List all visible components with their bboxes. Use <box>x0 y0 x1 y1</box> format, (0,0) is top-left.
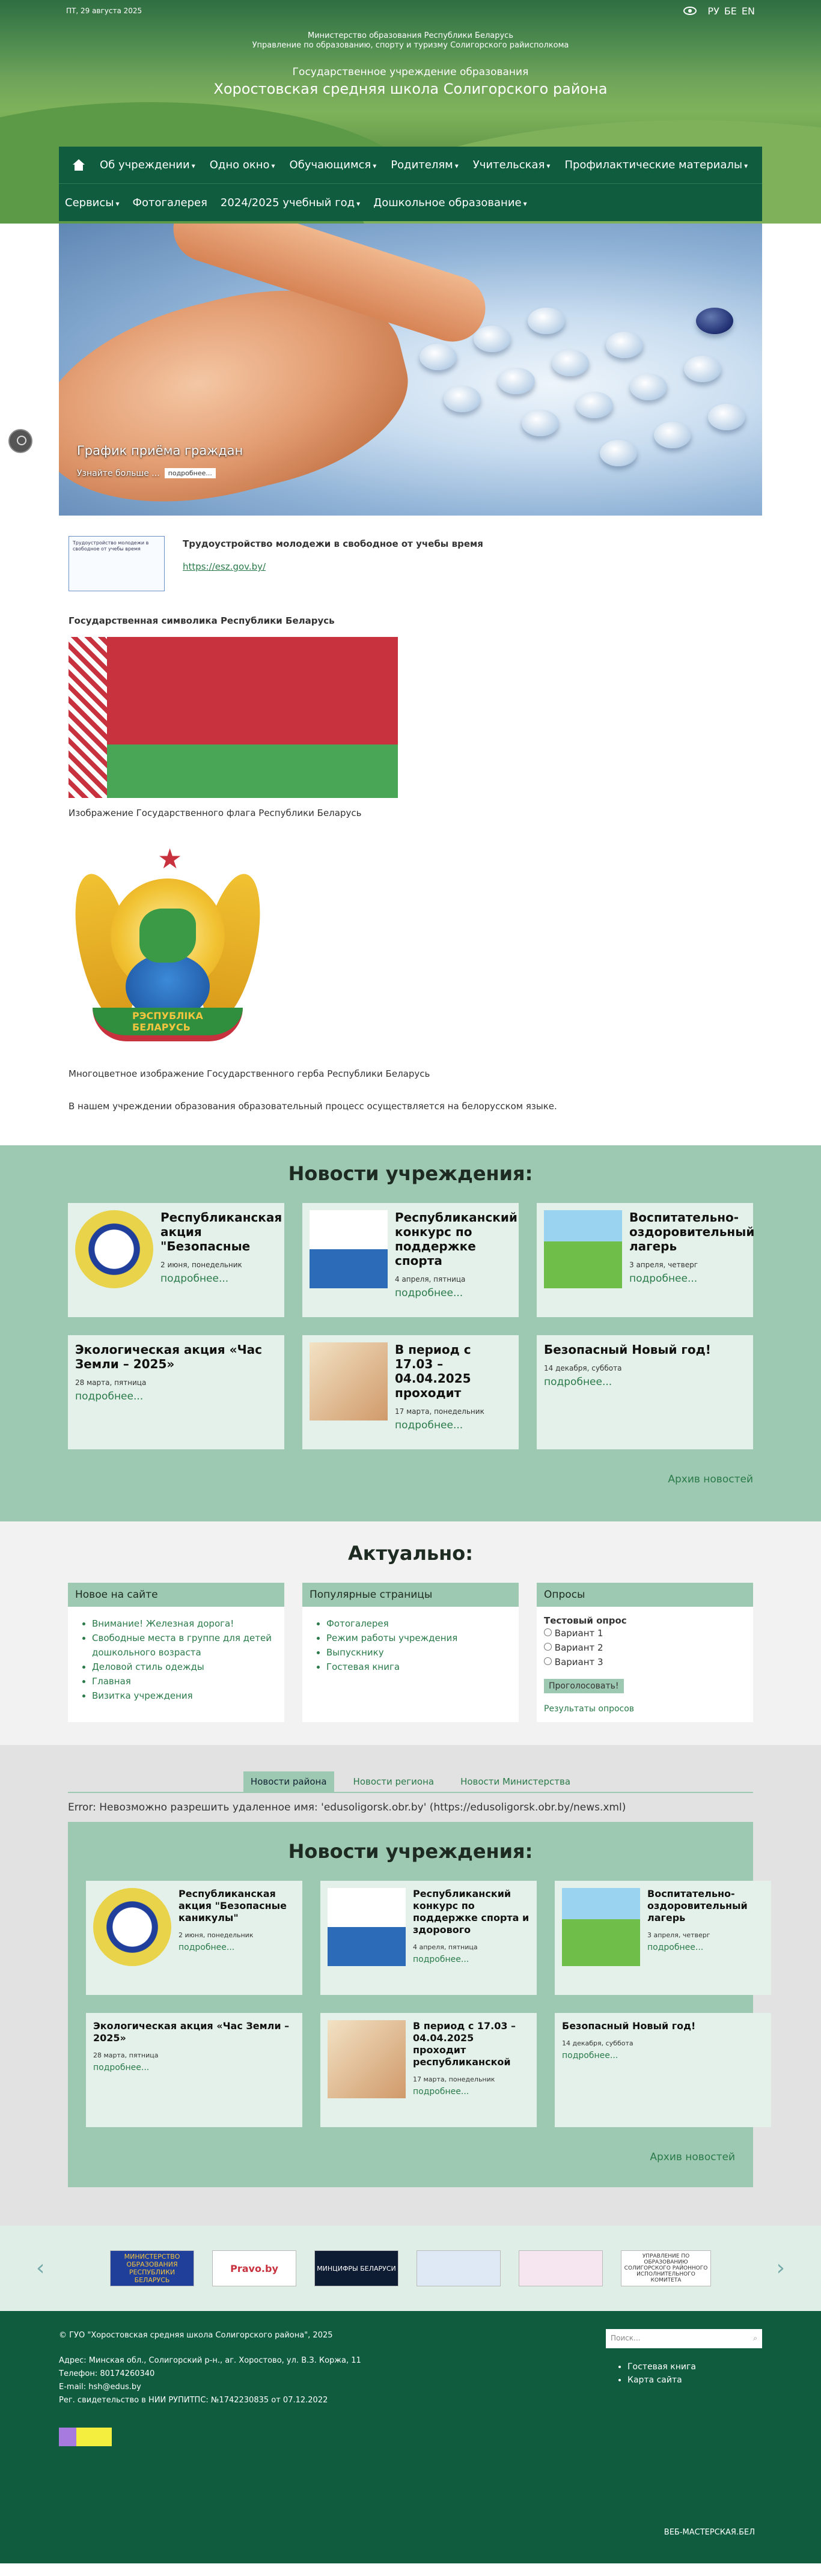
news-card-title[interactable]: Республиканский конкурс по поддержке спорта <box>395 1210 517 1268</box>
nav-teachers[interactable]: Учительская ▾ <box>472 159 551 171</box>
lang-be[interactable]: БЕ <box>724 5 737 17</box>
news-card-more[interactable]: подробнее... <box>629 1273 698 1285</box>
phone-key <box>606 332 643 358</box>
poll-name: Тестовый опрос <box>544 1615 627 1626</box>
chevron-left-icon[interactable]: ‹ <box>36 2256 45 2280</box>
news-card-title[interactable]: Экологическая акция «Час Земли – 2025» <box>75 1342 263 1371</box>
popular-page-link[interactable]: • Режим работы учреждения <box>326 1631 511 1645</box>
rss-error: Error: Невозможно разрешить удаленное имя: 'edusoligorsk.obr.by' (https://edusoligorsk.obr.by/news.xml) <box>68 1801 626 1813</box>
new-on-site-panel <box>68 1583 284 1722</box>
banner-more <box>77 468 216 478</box>
new-item-link[interactable]: • Внимание! Железная дорога! <box>92 1616 277 1631</box>
news-card-title[interactable]: Республиканский конкурс по поддержке спорта и здорового <box>413 1888 530 1935</box>
news-card-title[interactable]: Республиканская акция "Безопасные <box>160 1210 282 1253</box>
accessibility-side-icon[interactable] <box>8 429 32 453</box>
news-tabs <box>68 1771 753 1793</box>
panel-title: Новое на сайте <box>68 1583 284 1607</box>
embedded-news-title: Новости учреждения: <box>288 1840 533 1863</box>
news-card-date: 3 апреля, четверг <box>647 1931 710 1939</box>
footer-search-input[interactable] <box>606 2329 762 2348</box>
current-date: ПТ, 29 августа 2025 <box>66 7 142 15</box>
news-image[interactable] <box>310 1342 388 1420</box>
belarus-flag-image <box>69 637 398 798</box>
employment-thumbnail[interactable]: Трудоустройство молодежи в свободное от учебы время <box>69 536 165 591</box>
news-card-date: 28 марта, пятница <box>75 1378 147 1387</box>
news-card-date: 2 июня, понедельник <box>160 1261 242 1269</box>
new-item-link[interactable]: • Визитка учреждения <box>92 1688 277 1703</box>
news-title: Новости учреждения: <box>288 1162 533 1185</box>
news-card-date: 17 марта, понедельник <box>413 2075 495 2083</box>
news-card-more[interactable]: подробнее... <box>395 1419 463 1431</box>
school-type: Государственное учреждение образования <box>292 66 529 78</box>
lang-en[interactable]: EN <box>741 5 755 17</box>
news-card-date: 17 марта, понедельник <box>395 1407 484 1416</box>
phone-key <box>696 308 733 334</box>
tab-region-news[interactable]: Новости региона <box>353 1776 435 1787</box>
phone-key <box>576 392 613 418</box>
popular-page-link[interactable]: • Выпускнику <box>326 1645 511 1660</box>
news-card[interactable] <box>68 1335 284 1449</box>
banner-caption: График приёма граждан <box>77 443 243 458</box>
news-card[interactable] <box>302 1203 519 1317</box>
banner-more-button[interactable]: подробнее... <box>165 468 216 478</box>
site-footer <box>0 2311 821 2563</box>
news-card-more[interactable]: подробнее... <box>413 2087 469 2096</box>
partner-logo[interactable]: Pravo.by <box>212 2250 296 2286</box>
news-card[interactable] <box>320 1881 537 1995</box>
news-card-title[interactable]: Воспитательно-оздоровительный лагерь <box>629 1210 755 1253</box>
footer-copyright: © ГУО "Хоростовская средняя школа Солигорского района", 2025 <box>59 2331 333 2340</box>
phone-key <box>708 404 745 430</box>
partner-logo[interactable] <box>519 2250 603 2286</box>
news-card[interactable] <box>86 2013 302 2127</box>
poll-option[interactable]: Вариант 1 <box>544 1626 746 1640</box>
news-section <box>0 1145 821 1521</box>
news-card-date: 4 апреля, пятница <box>395 1275 466 1283</box>
ministry-line: Министерство образования Республики Беларусь <box>308 31 513 40</box>
developer-credit[interactable]: ВЕБ-МАСТЕРСКАЯ.БЕЛ <box>664 2528 755 2537</box>
news-archive-link[interactable]: Архив новостей <box>668 1473 753 1485</box>
news-image[interactable] <box>328 2020 406 2098</box>
phone-key <box>684 356 721 382</box>
nav-gallery[interactable]: Фотогалерея <box>132 196 207 209</box>
embedded-archive-link[interactable]: Архив новостей <box>650 2151 735 2163</box>
footer-link[interactable]: • Гостевая книга <box>627 2360 762 2374</box>
news-card-date: 2 июня, понедельник <box>179 1931 254 1939</box>
news-card-title[interactable]: Республиканская акция "Безопасные каникулы" <box>179 1888 287 1923</box>
main-content <box>59 526 762 1133</box>
news-card[interactable] <box>86 1881 302 1995</box>
panel-title: Опросы <box>537 1583 753 1607</box>
news-card-more[interactable]: подробнее... <box>75 1390 144 1402</box>
school-name: Хоростовская средняя школа Солигорского района <box>213 81 608 97</box>
phone-key <box>654 422 691 448</box>
news-card-title[interactable]: Безопасный Новый год! <box>562 2020 696 2032</box>
banner-more-text: Узнайте больше ... <box>77 468 160 478</box>
poll-option[interactable]: Вариант 3 <box>544 1655 746 1669</box>
news-card-more[interactable]: подробнее... <box>562 2051 618 2060</box>
nav-school-year[interactable]: 2024/2025 учебный год ▾ <box>220 196 361 209</box>
phone-key <box>600 440 637 466</box>
footer-link[interactable]: • Карта сайта <box>627 2374 762 2387</box>
news-card-more[interactable]: подробнее... <box>413 1955 469 1964</box>
language-note: В нашем учреждении образования образовательный процесс осуществляется на белорусском языке. <box>69 1101 557 1112</box>
home-icon[interactable] <box>72 159 85 171</box>
popular-pages-panel <box>302 1583 519 1722</box>
partners-carousel <box>0 2226 821 2311</box>
news-card[interactable] <box>537 1335 753 1449</box>
news-card-more[interactable]: подробнее... <box>160 1273 229 1285</box>
news-card-date: 14 декабря, суббота <box>544 1364 622 1372</box>
flag-caption: Изображение Государственного флага Республики Беларусь <box>69 808 362 818</box>
phone-key <box>420 344 457 370</box>
news-card-title[interactable]: Безопасный Новый год! <box>544 1342 711 1357</box>
footer-email: E-mail: hsh@edus.by <box>59 2383 141 2392</box>
actual-title: Актуально: <box>347 1542 474 1565</box>
new-item-link[interactable]: • Главная <box>92 1674 277 1688</box>
belarus-emblem-image: ★ РЭСПУБЛІКА БЕЛАРУСЬ <box>69 830 267 1059</box>
panel-title: Популярные страницы <box>302 1583 519 1607</box>
news-card[interactable] <box>320 2013 537 2127</box>
news-card[interactable] <box>555 2013 771 2127</box>
main-navigation <box>59 147 762 221</box>
news-card-date: 14 декабря, суббота <box>562 2039 633 2047</box>
school-title <box>0 66 821 97</box>
news-card-more[interactable]: подробнее... <box>544 1376 612 1388</box>
news-card-date: 28 марта, пятница <box>93 2051 159 2059</box>
nav-prevention[interactable]: Профилактические материалы ▾ <box>564 159 748 171</box>
tab-district-news[interactable]: Новости района <box>243 1771 334 1792</box>
poll-option[interactable]: Вариант 2 <box>544 1640 746 1655</box>
lang-ru[interactable]: РУ <box>707 5 719 17</box>
news-card[interactable] <box>555 1881 771 1995</box>
emblem-caption: Многоцветное изображение Государственного герба Республики Беларусь <box>69 1068 430 1079</box>
visit-counter[interactable] <box>59 2428 112 2446</box>
tab-ministry-news[interactable]: Новости Министерства <box>460 1776 571 1787</box>
news-card[interactable] <box>68 1203 284 1317</box>
new-item-link[interactable]: • Свободные места в группе для детей дошкольного возраста <box>92 1631 277 1660</box>
polls-panel <box>537 1583 753 1722</box>
news-card-title[interactable]: В период с 17.03 – 04.04.2025 проходит <box>395 1342 471 1400</box>
search-placeholder: Поиск... <box>611 2334 641 2342</box>
news-card-title[interactable]: Экологическая акция «Час Земли – 2025» <box>93 2020 290 2044</box>
news-card-more[interactable]: подробнее... <box>93 2063 150 2072</box>
news-card-more[interactable]: подробнее... <box>395 1287 463 1299</box>
popular-page-link[interactable]: • Фотогалерея <box>326 1616 511 1631</box>
new-item-link[interactable]: • Деловой стиль одежды <box>92 1660 277 1674</box>
news-card-title[interactable]: В период с 17.03 – 04.04.2025 проходит республиканской <box>413 2020 516 2068</box>
news-card-more[interactable]: подробнее... <box>647 1943 704 1952</box>
chevron-right-icon[interactable]: › <box>776 2256 785 2280</box>
partner-logo[interactable]: МИНИСТЕРСТВО ОБРАЗОВАНИЯ РЕСПУБЛИКИ БЕЛАРУСЬ <box>110 2250 194 2286</box>
news-card-more[interactable]: подробнее... <box>179 1943 235 1952</box>
phone-key <box>630 374 667 400</box>
footer-registration: Рег. свидетельство в НИИ РУПИТПС: №1742230835 от 07.12.2022 <box>59 2396 328 2405</box>
news-image[interactable] <box>93 1888 171 1966</box>
ministry-line: Управление по образованию, спорту и туризму Солигорского райисполкома <box>252 41 569 50</box>
nav-preschool[interactable]: Дошкольное образование ▾ <box>373 196 527 209</box>
employment-block <box>69 536 752 591</box>
news-card-title[interactable]: Воспитательно-оздоровительный лагерь <box>647 1888 748 1923</box>
footer-address: Адрес: Минская обл., Солигорский р-н., аг. Хоростово, ул. В.З. Коржа, 11 <box>59 2356 361 2365</box>
actual-section <box>0 1521 821 1745</box>
accessibility-eye-icon[interactable] <box>683 7 697 15</box>
language-switcher <box>707 5 755 17</box>
vote-button[interactable]: Проголосовать! <box>544 1679 624 1693</box>
nav-students[interactable]: Обучающимся ▾ <box>289 159 377 171</box>
phone-key <box>474 326 511 352</box>
nav-one-window[interactable]: Одно окно ▾ <box>209 159 275 171</box>
news-image[interactable] <box>328 1888 406 1966</box>
news-image[interactable] <box>310 1210 388 1288</box>
popular-page-link[interactable]: • Гостевая книга <box>326 1660 511 1674</box>
embedded-news <box>68 1822 753 2187</box>
partner-logo[interactable]: МИНЦИФРЫ БЕЛАРУСИ <box>314 2250 398 2286</box>
site-header <box>0 0 821 224</box>
hero-banner[interactable] <box>59 224 762 516</box>
news-card[interactable] <box>537 1203 753 1317</box>
news-image[interactable] <box>562 1888 640 1966</box>
phone-key <box>522 410 559 436</box>
emblem-ribbon-text: РЭСПУБЛІКА БЕЛАРУСЬ <box>132 1010 203 1033</box>
news-card[interactable] <box>302 1335 519 1449</box>
employment-link[interactable]: https://esz.gov.by/ <box>183 561 266 572</box>
partner-logo[interactable] <box>417 2250 501 2286</box>
phone-key <box>498 368 535 394</box>
nav-about[interactable]: Об учреждении ▾ <box>100 159 195 171</box>
nav-parents[interactable]: Родителям ▾ <box>391 159 459 171</box>
nav-services[interactable]: Сервисы ▾ <box>65 196 120 209</box>
news-image[interactable] <box>75 1210 153 1288</box>
phone-key <box>444 386 481 412</box>
footer-phone: Телефон: 80174260340 <box>59 2369 155 2378</box>
symbols-title: Государственная символика Республики Беларусь <box>69 615 335 626</box>
news-card-date: 4 апреля, пятница <box>413 1943 478 1951</box>
ministry-title <box>0 31 821 50</box>
employment-title: Трудоустройство молодежи в свободное от учебы время <box>183 538 483 549</box>
partner-logo[interactable]: УПРАВЛЕНИЕ ПО ОБРАЗОВАНИЮ СОЛИГОРСКОГО РАЙОННОГО ИСПОЛНИТЕЛЬНОГО КОМИТЕТА <box>621 2250 711 2286</box>
search-icon[interactable]: ⌕ <box>753 2334 757 2342</box>
news-grid <box>68 1203 753 1449</box>
news-image[interactable] <box>544 1210 622 1288</box>
poll-results-link[interactable]: Результаты опросов <box>544 1704 635 1714</box>
news-card-date: 3 апреля, четверг <box>629 1261 698 1269</box>
top-bar <box>0 0 821 22</box>
phone-key <box>528 308 565 334</box>
district-news-section <box>0 1745 821 2226</box>
phone-key <box>552 350 589 376</box>
